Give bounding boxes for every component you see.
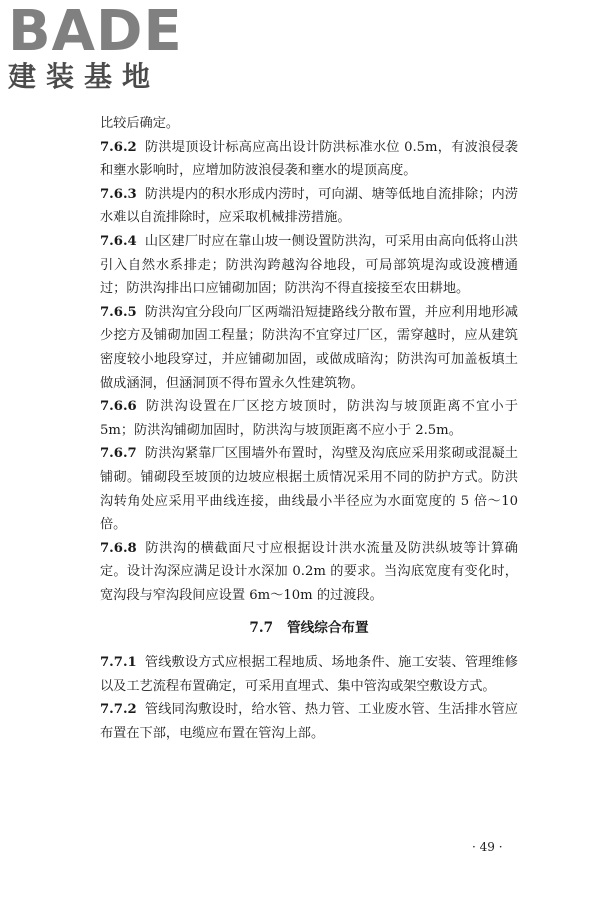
clause-number: 7.6.6 [100,399,137,415]
logo-wordmark: BADE [8,0,183,64]
clause-number: 7.6.7 [100,446,137,462]
section-title-text: 管线综合布置 [287,620,369,637]
clause-text: 防洪沟宜分段向厂区两端沿短捷路线分散布置，并应利用地形减少挖方及铺砌加固工程量；防洪沟不宜穿过厂区，需穿越时，应从建筑密度较小地段穿过，并应铺砌加固，或做成暗沟；防洪沟可加盖板填土做成涵洞，但涵洞顶不得布置永久性建筑物。 [100,304,518,391]
clause-text: 防洪沟紧靠厂区围墙外布置时，沟壁及沟底应采用浆砌或混凝土铺砌。铺砌段至坡顶的边坡应根据土质情况采用不同的防护方式。防洪沟转角处应采用平曲线连接，曲线最小半径应为水面宽度的 5 倍～10 倍。 [100,446,518,533]
clause-number: 7.6.5 [100,304,137,320]
clause-paragraph [100,395,518,442]
clause-number: 7.6.3 [100,186,137,202]
clause-number: 7.6.8 [100,540,137,556]
clause-text: 比较后确定。 [100,116,180,131]
clause-paragraph [100,442,518,536]
clause-text: 防洪堤顶设计标高应高出设计防洪标准水位 0.5m，有波浪侵袭和壅水影响时，应增加防波浪侵袭和壅水的堤顶高度。 [100,139,518,179]
clause-paragraph [100,230,518,301]
clause-paragraph [100,136,518,183]
clause-text: 防洪堤内的积水形成内涝时，可向湖、塘等低地自流排除；内涝水难以自流排除时，应采取机械排涝措施。 [100,186,518,226]
clause-number: 7.7.2 [100,702,137,718]
clause-text: 山区建厂时应在靠山坡一侧设置防洪沟，可采用由高向低将山洪引入自然水系排走；防洪沟跨越沟谷地段，可局部筑堤沟或设渡槽通过；防洪沟排出口应铺砌加固；防洪沟不得直接接至农田耕地。 [100,233,518,297]
clause-paragraph [100,698,518,745]
logo-subtitle: 建装基地 [8,60,161,93]
clause-text: 管线同沟敷设时，给水管、热力管、工业废水管、生活排水管应布置在下部，电缆应布置在管沟上部。 [100,702,518,741]
clause-paragraph [100,651,518,698]
section-heading [100,617,518,641]
bade-logo [8,0,183,96]
clause-text: 防洪沟的横截面尺寸应根据设计洪水流量及防洪纵坡等计算确定。设计沟深应满足设计水深加 0.2m 的要求。当沟底宽度有变化时，宽沟段与窄沟段间应设置 6m～10m 的过渡段。 [100,540,518,603]
clause-text: 防洪沟设置在厂区挖方坡顶时，防洪沟与坡顶距离不宜小于 5m；防洪沟铺砌加固时，防洪沟与坡顶距离不应小于 2.5m。 [100,399,518,438]
clause-paragraph [100,537,518,608]
document-body [100,112,518,745]
section-7-6-clauses [100,112,518,607]
section-7-7-clauses [100,651,518,745]
clause-text: 管线敷设方式应根据工程地质、场地条件、施工安装、管理维修以及工艺流程布置确定，可采用直埋式、集中管沟或架空敷设方式。 [100,655,518,694]
clause-paragraph [100,112,518,136]
section-number: 7.7 [249,620,274,637]
clause-paragraph [100,301,518,395]
clause-paragraph [100,183,518,230]
clause-number: 7.7.1 [100,655,137,671]
page-number: · 49 · [472,840,503,854]
clause-number: 7.6.2 [100,139,137,155]
clause-number: 7.6.4 [100,233,137,249]
